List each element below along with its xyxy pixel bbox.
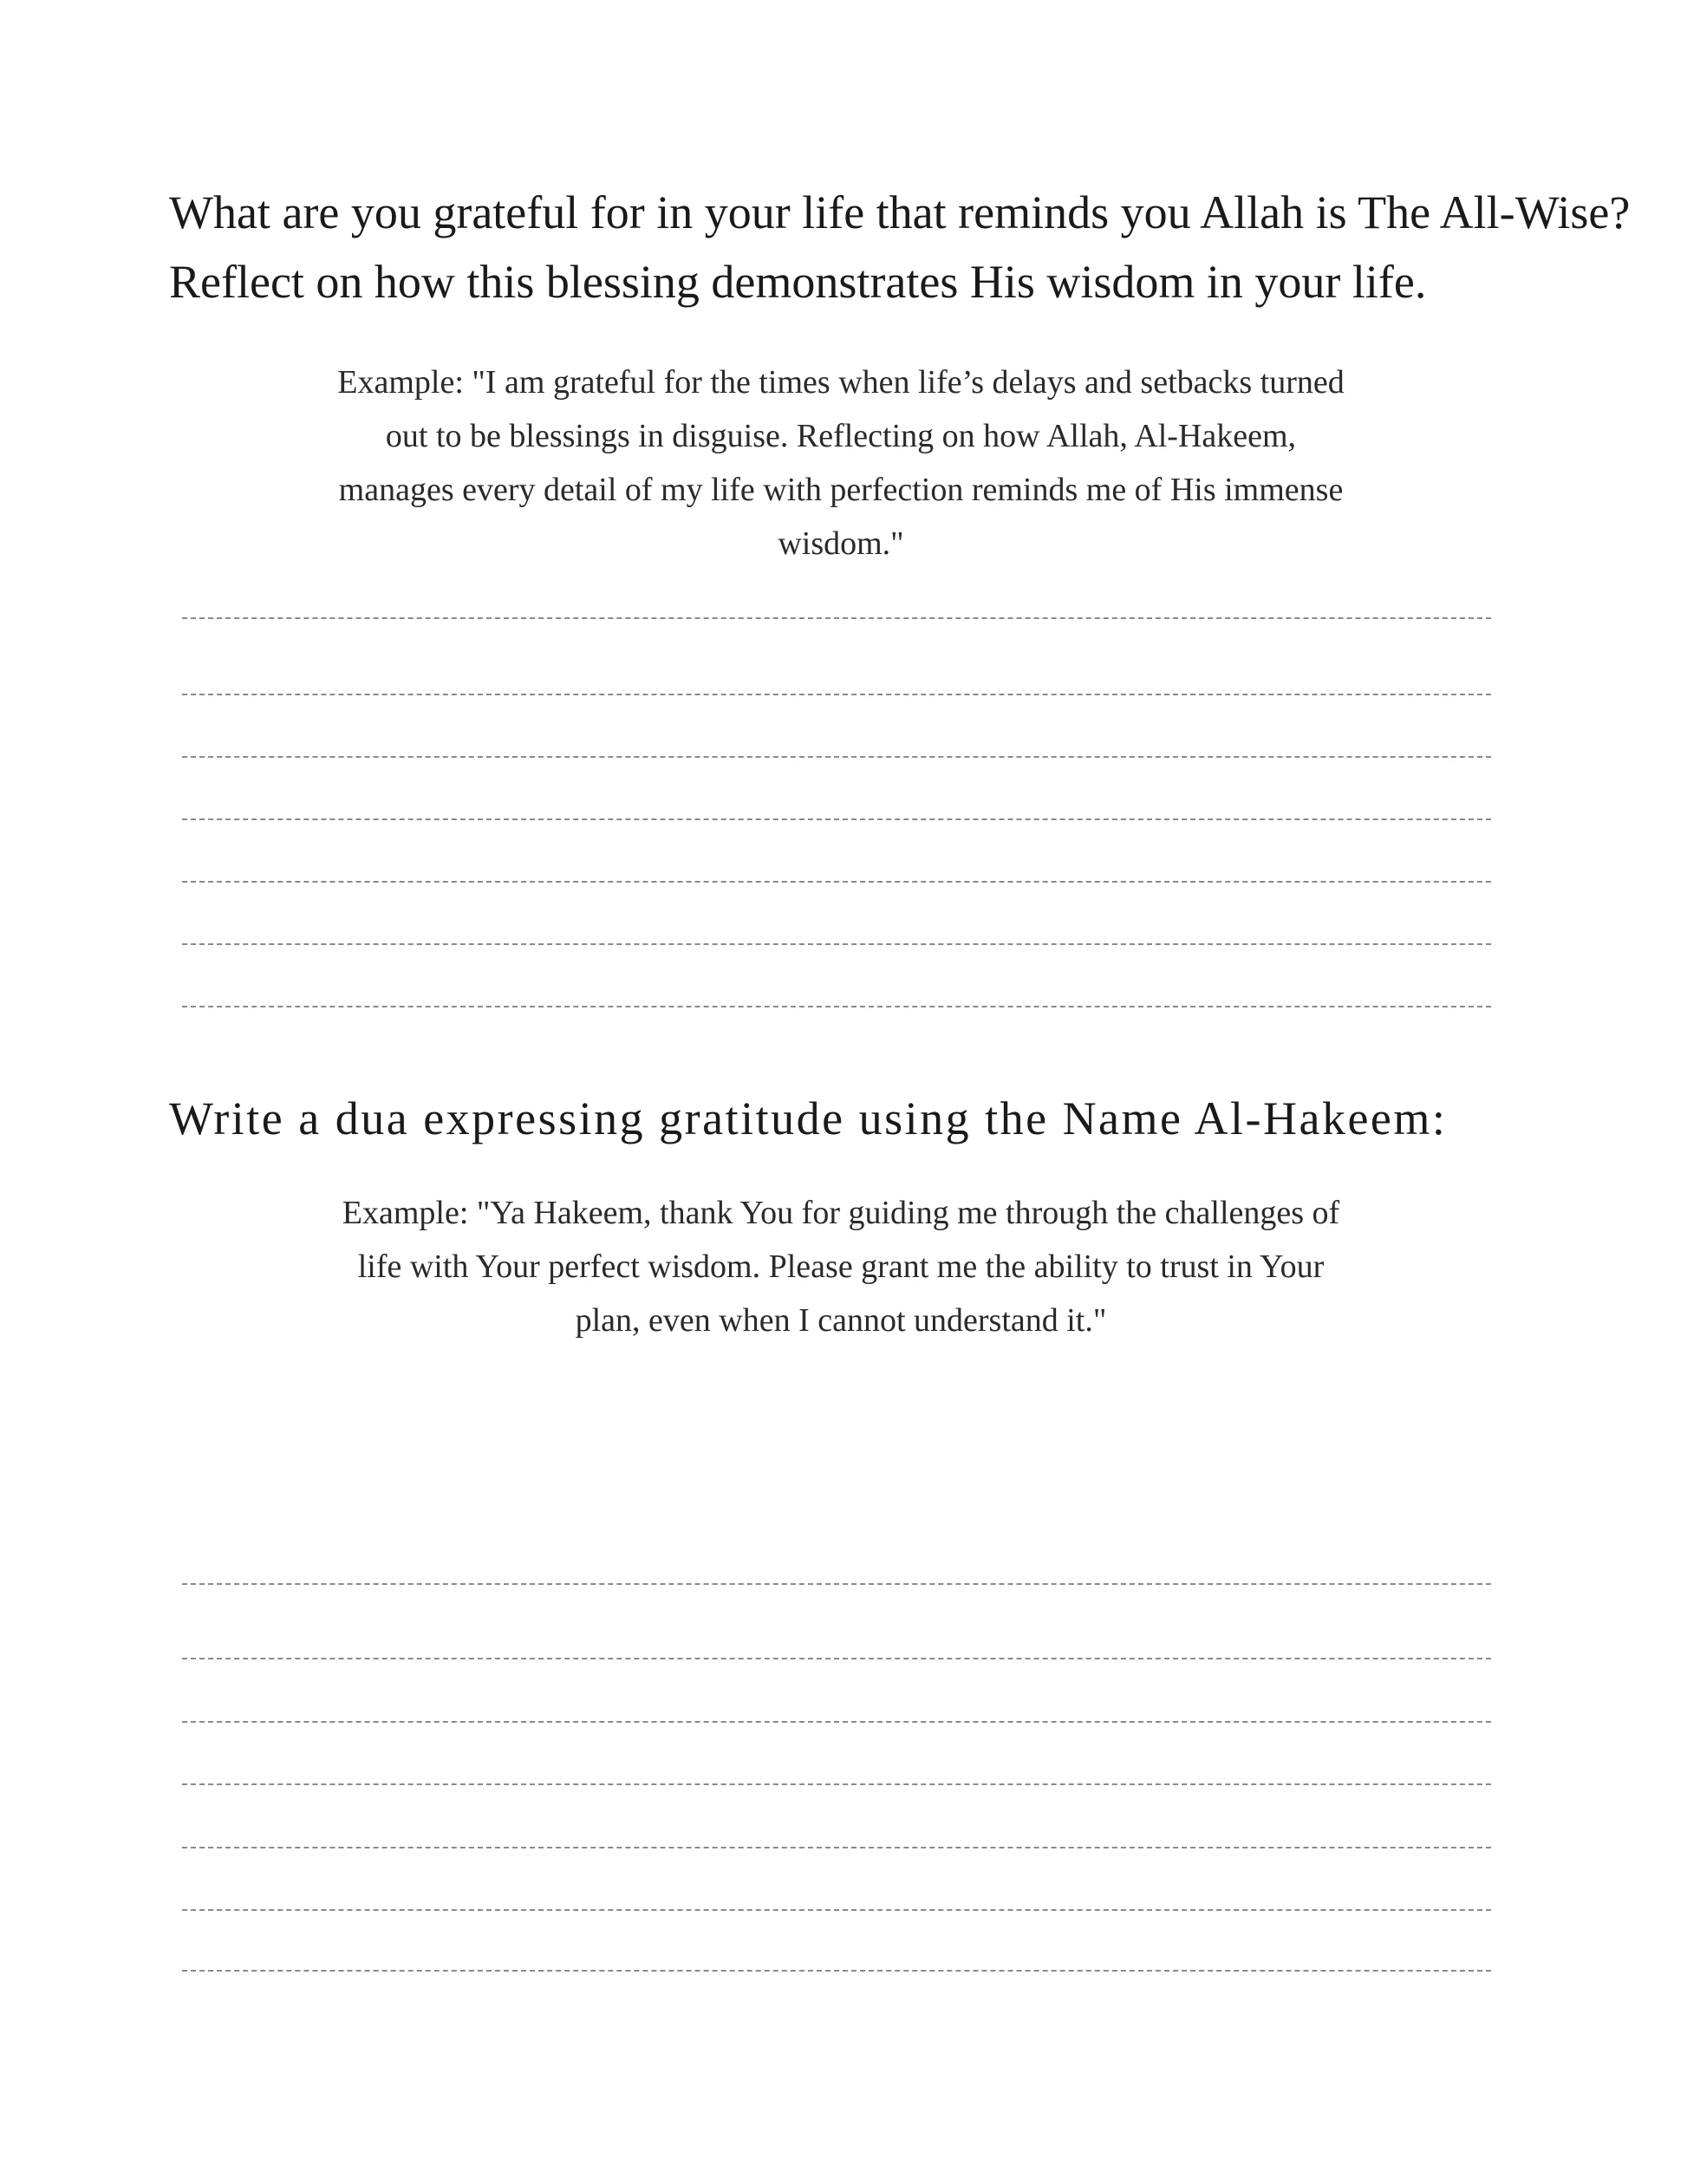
- question-1-example-line: Example: "I am grateful for the times when life’s delays and setbacks turned: [337, 364, 1345, 401]
- answer-line-2[interactable]: [182, 1583, 1491, 1585]
- answer-line-1[interactable]: [182, 881, 1491, 883]
- answer-line-1[interactable]: [182, 1006, 1491, 1007]
- question-1-prompt: [169, 178, 1631, 316]
- question-1-example-line: wisdom.": [778, 525, 904, 562]
- answer-line-1[interactable]: [182, 818, 1491, 820]
- answer-line-1[interactable]: [182, 943, 1491, 945]
- question-2-example-line: Example: "Ya Hakeem, thank You for guiding me through the challenges of: [342, 1195, 1340, 1231]
- answer-line-1[interactable]: [182, 756, 1491, 758]
- answer-line-1[interactable]: [182, 694, 1491, 695]
- question-1-example-line: manages every detail of my life with perfection reminds me of His immense: [338, 472, 1344, 508]
- question-2-example-line: plan, even when I cannot understand it.": [575, 1302, 1107, 1339]
- answer-line-2[interactable]: [182, 1847, 1491, 1848]
- answer-line-1[interactable]: [182, 617, 1491, 619]
- answer-line-2[interactable]: [182, 1721, 1491, 1723]
- question-2-prompt: Write a dua expressing gratitude using the Name Al-Hakeem:: [169, 1092, 1448, 1144]
- question-2-example-line: life with Your perfect wisdom. Please grant me the ability to trust in Your: [357, 1248, 1325, 1285]
- answer-line-2[interactable]: [182, 1658, 1491, 1659]
- question-1-prompt-line: Reflect on how this blessing demonstrates His wisdom in your life.: [169, 256, 1427, 308]
- question-1-example: [251, 355, 1430, 570]
- question-2-example: [251, 1186, 1430, 1347]
- answer-line-2[interactable]: [182, 1783, 1491, 1785]
- question-1-example-line: out to be blessings in disguise. Reflecting on how Allah, Al-Hakeem,: [385, 418, 1297, 454]
- question-1-prompt-line: What are you grateful for in your life that reminds you Allah is The All-Wise?: [169, 186, 1631, 238]
- answer-line-2[interactable]: [182, 1970, 1491, 1972]
- answer-line-2[interactable]: [182, 1909, 1491, 1911]
